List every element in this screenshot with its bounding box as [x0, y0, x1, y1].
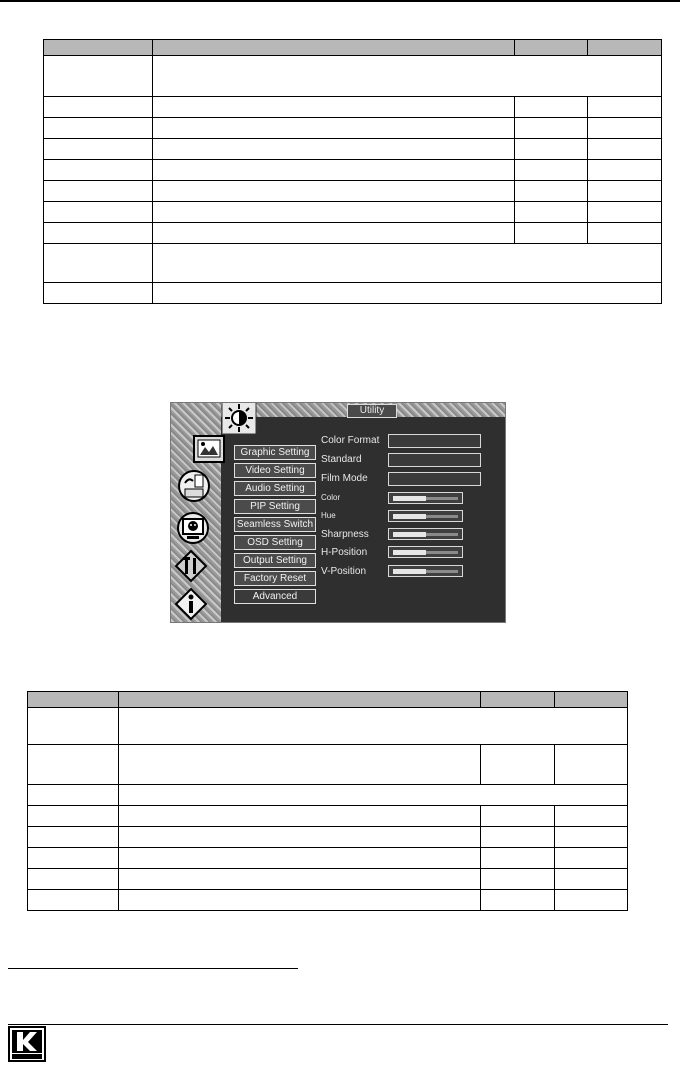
table-row: [44, 202, 662, 223]
color-slider[interactable]: [388, 492, 463, 504]
table-row: [44, 139, 662, 160]
menu-item-osd-setting[interactable]: OSD Setting: [234, 535, 316, 550]
menu-item-pip-setting[interactable]: PIP Setting: [234, 499, 316, 514]
page-top-rule: [0, 0, 680, 2]
menu-item-audio-setting[interactable]: Audio Setting: [234, 481, 316, 496]
parameter-table-1: [43, 39, 662, 304]
color-format-field[interactable]: [388, 434, 481, 448]
hue-slider[interactable]: [388, 510, 463, 522]
table-row: [28, 785, 628, 806]
table-header-cell: [555, 692, 628, 708]
tools-icon[interactable]: [173, 549, 209, 583]
table-row: [44, 97, 662, 118]
setting-label-sharpness: Sharpness: [321, 529, 369, 540]
osd-menu-screenshot: [170, 402, 506, 623]
table-header-cell: [588, 40, 662, 56]
film-mode-field[interactable]: [388, 472, 481, 486]
table-row: [28, 848, 628, 869]
table-header-cell: [515, 40, 588, 56]
table-header-row: [44, 40, 662, 56]
footnote-rule: [8, 968, 298, 969]
table-header-cell: [153, 40, 515, 56]
table-row: [28, 890, 628, 911]
table-header-cell: [28, 692, 119, 708]
osd-title: Utility: [347, 404, 397, 418]
table-header-cell: [44, 40, 153, 56]
setting-label-color-format: Color Format: [321, 435, 380, 446]
setting-label-film-mode: Film Mode: [321, 473, 368, 484]
v-position-slider[interactable]: [388, 565, 463, 577]
monitor-face-icon[interactable]: [175, 511, 211, 545]
table-row: [28, 708, 628, 745]
table-header-cell: [119, 692, 481, 708]
table-row: [44, 283, 662, 304]
setting-label-hue: Hue: [321, 511, 336, 520]
table-row: [44, 244, 662, 283]
menu-item-advanced[interactable]: Advanced: [234, 589, 316, 604]
setting-label-standard: Standard: [321, 454, 362, 465]
table-row: [28, 827, 628, 848]
info-icon[interactable]: [173, 587, 209, 621]
input-source-icon[interactable]: [177, 469, 213, 503]
menu-item-video-setting[interactable]: Video Setting: [234, 463, 316, 478]
menu-item-factory-reset[interactable]: Factory Reset: [234, 571, 316, 586]
standard-field[interactable]: [388, 453, 481, 467]
table-row: [44, 223, 662, 244]
menu-item-graphic-setting[interactable]: Graphic Setting: [234, 445, 316, 460]
menu-item-seamless-switch[interactable]: Seamless Switch: [234, 517, 316, 532]
table-row: [28, 806, 628, 827]
setting-label-h-position: H-Position: [321, 547, 368, 558]
table-row: [28, 745, 628, 785]
parameter-table-2: [27, 691, 628, 911]
table-row: [44, 181, 662, 202]
menu-item-output-setting[interactable]: Output Setting: [234, 553, 316, 568]
footer-rule: [8, 1024, 668, 1025]
setting-label-color: Color: [321, 493, 341, 502]
kramer-logo: [8, 1026, 46, 1062]
setting-label-v-position: V-Position: [321, 566, 367, 577]
sharpness-slider[interactable]: [388, 528, 463, 540]
table-row: [44, 160, 662, 181]
table-row: [44, 56, 662, 97]
brightness-icon[interactable]: [221, 402, 257, 435]
table-header-row: [28, 692, 628, 708]
table-row: [28, 869, 628, 890]
table-row: [44, 118, 662, 139]
picture-icon[interactable]: [191, 433, 227, 467]
table-header-cell: [481, 692, 555, 708]
h-position-slider[interactable]: [388, 546, 463, 558]
